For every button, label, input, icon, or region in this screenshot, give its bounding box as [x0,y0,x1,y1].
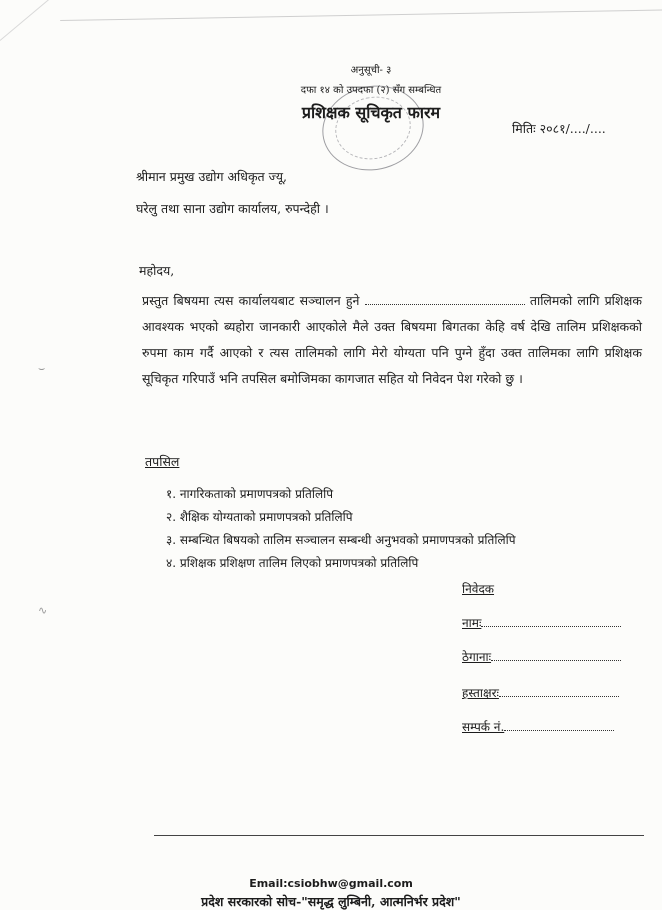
list-item: ३. सम्बन्धित बिषयको तालिम सञ्चालन सम्बन्धी अनुभवको प्रमाणपत्रको प्रतिलिपि [166,533,516,547]
details-heading: तपसिल [145,454,180,469]
contact-label: सम्पर्क नं. [462,720,505,734]
body-text: तालिमको लागि प्रशिक्षक आवश्यक भएको ब्यहोरा जानकारी आएकोले मैले उक्त बिषयमा बिगतका केहि वर्ष देखि तालिम प्रशिक्षकको रुपमा काम गर्दै आएको र त्यस तालिमको लागि मेरो योग्यता पनि पुग्ने हुँदा उक्त तालिमका लागि प्रशिक्षक सूचिकृत गरिपाउँ भनि तपसिल बमोजिमका कागजात सहित यो निवेदन पेश गरेको छु । [142,293,642,386]
applicant-address-row [462,648,621,665]
attachment-list [166,483,516,575]
margin-mark: ∿ [38,604,48,617]
applicant-signature-row [462,684,619,701]
form-title: प्रशिक्षक सूचिकृत फारम [301,103,441,122]
signature-blank [499,696,619,697]
date-field: मितिः २०८१/..../.... [512,121,606,136]
recipient-office: घरेलु तथा साना उद्योग कार्यालय, रुपन्देही । [136,201,329,216]
body-intro: प्रस्तुत बिषयमा त्यस कार्यालयबाट सञ्चालन हुने [142,293,360,308]
footer-slogan: प्रदेश सरकारको सोच-"समृद्ध लुम्बिनी, आत्मनिर्भर प्रदेश" [201,894,461,909]
footer-rule [154,835,644,836]
name-label: नामः [462,616,482,630]
salutation: महोदय, [139,263,175,278]
contact-blank [504,730,614,731]
annex-label: अनुसूची- ३ [350,65,392,76]
footer-email: Email:csiobhw@gmail.com [249,877,413,890]
training-name-blank [365,304,525,305]
section-reference: दफा १४ को उपदफा (२) सँग सम्बन्धित [300,85,442,96]
applicant-name-row [462,614,621,631]
margin-mark: ⌣ [38,362,46,375]
applicant-heading: निवेदक [462,582,495,596]
page-edge-top [60,0,662,21]
list-item: २. शैक्षिक योग्यताको प्रमाणपत्रको प्रतिलिपि [166,510,353,524]
page-edge-corner [0,0,54,41]
address-blank [491,660,621,661]
signature-label: हस्ताक्षरः [462,686,499,700]
address-label: ठेगानाः [462,650,492,664]
recipient-title: श्रीमान प्रमुख उद्योग अधिकृत ज्यू, [136,169,288,184]
list-item: १. नागरिकताको प्रमाणपत्रको प्रतिलिपि [166,487,334,501]
name-blank [481,626,621,627]
applicant-contact-row [462,718,614,735]
list-item: ४. प्रशिक्षक प्रशिक्षण तालिम लिएको प्रमाणपत्रको प्रतिलिपि [166,556,419,570]
application-body [142,288,642,392]
